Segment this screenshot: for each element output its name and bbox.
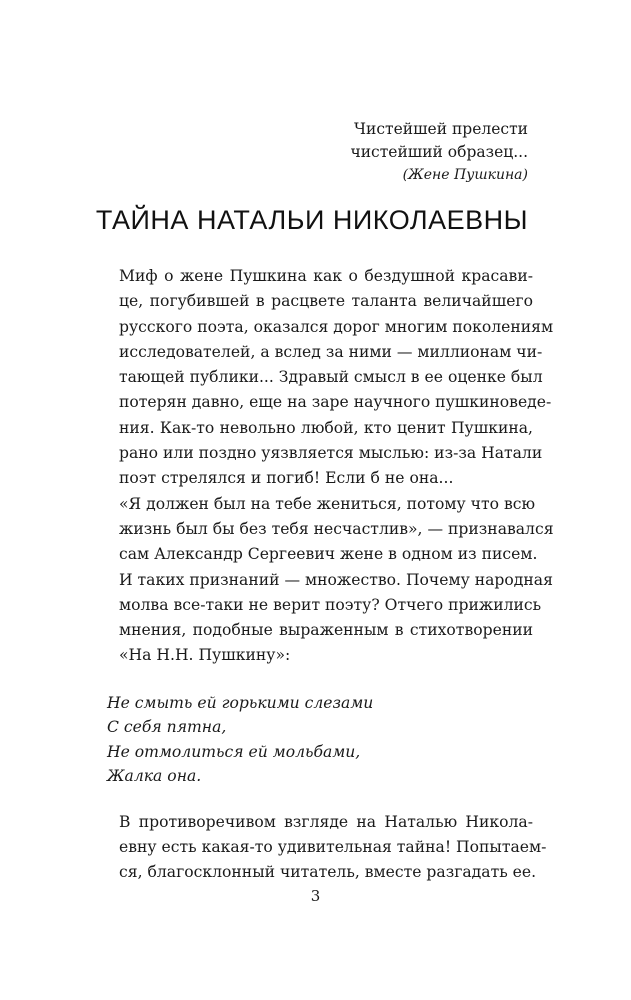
text-line: русского поэта, оказался дорог многим поколениям	[119, 317, 554, 336]
verse-quote	[107, 691, 533, 789]
text-line: исследователей, а вслед за ними — миллионам чи-	[119, 342, 543, 361]
text-line: И таких признаний — множество. Почему народная	[119, 570, 553, 589]
epigraph-line: Чистейшей прелести	[354, 120, 528, 138]
text-line: В противоречивом взгляде на Наталью Никола-	[119, 812, 533, 831]
epigraph-line: чистейший образец...	[350, 143, 528, 161]
text-line: жизнь был бы без тебя несчастлив», — признавался	[119, 519, 554, 538]
chapter-body	[89, 264, 554, 886]
text-line: евну есть какая-то удивительная тайна! Попытаем-	[119, 838, 547, 857]
epigraph-attribution: (Жене Пушкина)	[402, 167, 528, 183]
text-line: мнения, подобные выраженным в стихотворении	[119, 621, 533, 640]
text-line: тающей публики... Здравый смысл в ее оценке был	[119, 368, 543, 387]
text-line: поэт стрелялся и погиб! Если б не она...	[119, 469, 454, 488]
text-line: це, погубившей в расцвете таланта величайшего	[119, 292, 533, 311]
text-line: рано или поздно уязвляется мыслью: из-за Натали	[119, 444, 543, 463]
paragraph-2	[89, 492, 554, 669]
text-line: Миф о жене Пушкина как о бездушной красави-	[119, 267, 533, 285]
paragraph-3	[89, 810, 547, 886]
text-line: сам Александр Сергеевич жене в одном из писем.	[119, 545, 538, 564]
chapter-title: ТАЙНА НАТАЛЬИ НИКОЛАЕВНЫ	[95, 205, 529, 235]
paragraph-1	[89, 264, 554, 492]
text-line: «Я должен был на тебе жениться, потому что всю	[119, 494, 536, 513]
verse-line: Не смыть ей горькими слезами	[107, 693, 374, 712]
text-line: потерян давно, еще на заре научного пушкиноведе-	[119, 393, 552, 412]
verse-line: Не отмолиться ей мольбами,	[107, 742, 361, 761]
text-line: ся, благосклонный читатель, вместе разгадать ее.	[119, 863, 537, 882]
text-line: ния. Как-то невольно любой, кто ценит Пушкина,	[119, 418, 533, 437]
text-line: молва все-таки не верит поэту? Отчего прижились	[119, 595, 542, 614]
verse-line: С себя пятна,	[107, 718, 227, 737]
page-number: 3	[310, 887, 321, 905]
verse-line: Жалка она.	[107, 767, 202, 786]
text-line: «На Н.Н. Пушкину»:	[119, 646, 291, 665]
epigraph	[350, 118, 528, 187]
